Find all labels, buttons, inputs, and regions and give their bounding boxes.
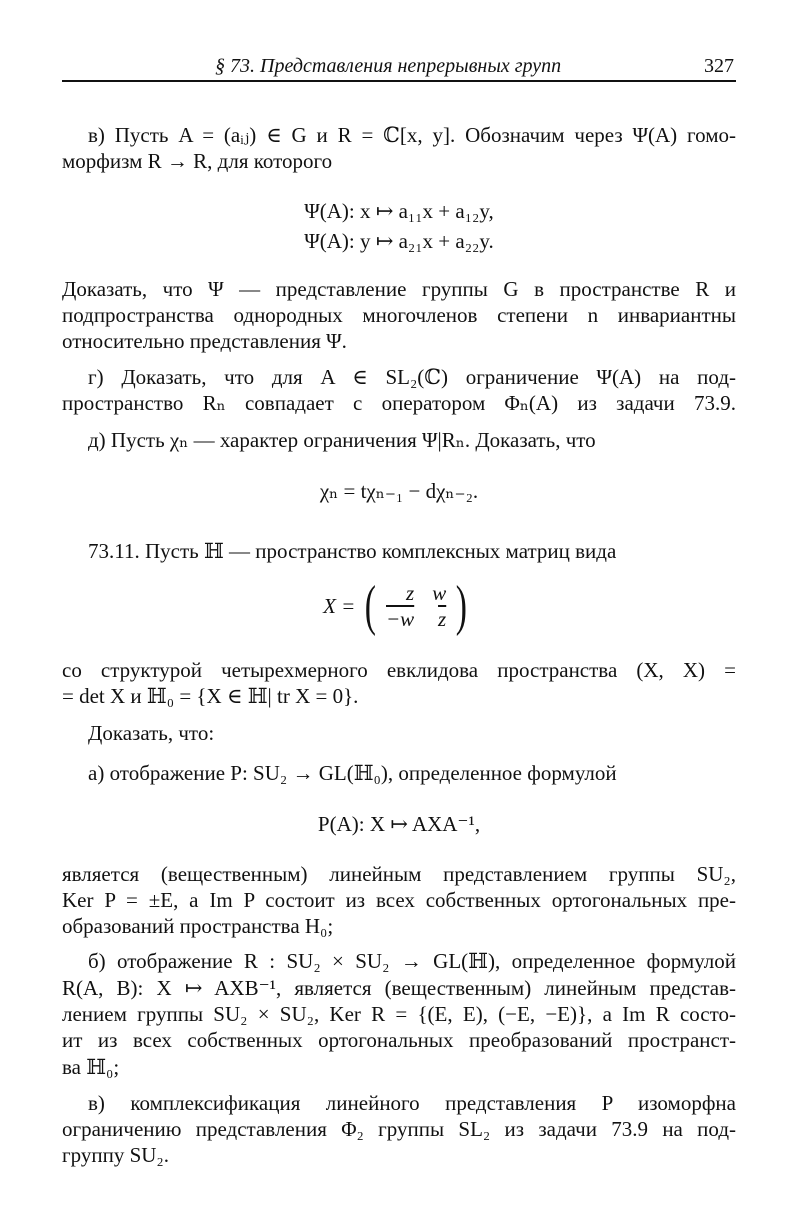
page-number: 327 <box>704 55 734 77</box>
text-line: Ker P = ±E, а Im P состоит из всех собственных ортогональных пре- <box>62 888 736 912</box>
text-line: P(A): X ↦ AXA⁻¹, <box>317 812 481 836</box>
matrix-cell: −w <box>386 607 415 631</box>
text-line: г) Доказать, что для A ∈ SL₂(ℂ) ограничение Ψ(A) на под- <box>88 365 736 389</box>
running-header-title: § 73. Представления непрерывных групп <box>215 55 562 77</box>
matrix-lhs: X = <box>323 593 356 618</box>
text-line: относительно представления Ψ. <box>62 329 347 353</box>
text-line: пространство Rₙ совпадает с оператором Φₙ(A) из задачи 73.9. <box>62 391 736 415</box>
header-rule <box>62 80 736 82</box>
text-line: группу SU₂. <box>62 1143 169 1167</box>
matrix-cell: z <box>406 581 415 605</box>
text-line: подпространства однородных многочленов степени n инвариантны <box>62 303 736 327</box>
text-line: лением группы SU₂ × SU₂, Ker R = {(E, E), (−E, −E)}, а Im R состо- <box>62 1002 736 1026</box>
text-line: Ψ(A): x ↦ a₁₁x + a₁₂y, <box>304 199 494 223</box>
text-line: R(A, B): X ↦ AXB⁻¹, является (вещественным) линейным представ- <box>62 976 736 1000</box>
text-line: в) комплексификация линейного представления P изоморфна <box>88 1091 736 1115</box>
matrix-cell: w <box>432 581 447 605</box>
text-line: = det X и ℍ₀ = {X ∈ ℍ| tr X = 0}. <box>62 684 359 708</box>
text-line: а) отображение P: SU₂ → GL(ℍ₀), определенное формулой <box>88 761 617 785</box>
left-paren: ( <box>365 575 377 637</box>
text-line: 73.11. Пусть ℍ — пространство комплексных матриц вида <box>88 539 617 563</box>
text-line: Доказать, что: <box>88 721 215 745</box>
text-line: Ψ(A): y ↦ a₂₁x + a₂₂y. <box>304 229 494 253</box>
text-line: со структурой четырехмерного евклидова пространства (X, X) = <box>62 658 736 682</box>
right-paren: ) <box>455 575 468 637</box>
text-line: Доказать, что Ψ — представление группы G в пространстве R и <box>62 277 736 301</box>
matrix-equation <box>0 575 794 637</box>
text-line: морфизм R → R, для которого <box>62 149 333 173</box>
matrix-grid <box>386 580 446 632</box>
text-line: ограничению представления Φ₂ группы SL₂ из задачи 73.9 на под- <box>62 1117 736 1141</box>
text-line: в) Пусть A = (aᵢⱼ) ∈ G и R = ℂ[x, y]. Обозначим через Ψ(A) гомо- <box>88 123 736 147</box>
text-line: образований пространства H₀; <box>62 914 334 938</box>
matrix-cell: $\overline{z}$ <box>438 607 447 631</box>
text-line: д) Пусть χₙ — характер ограничения Ψ|Rₙ. Доказать, что <box>88 428 596 452</box>
text-line: χₙ = tχₙ₋₁ − dχₙ₋₂. <box>319 479 479 503</box>
text-line: является (вещественным) линейным представлением группы SU₂, <box>62 862 736 886</box>
text-line: ит из всех собственных ортогональных преобразований пространст- <box>62 1028 736 1052</box>
text-line: ва ℍ₀; <box>62 1055 120 1079</box>
text-line: б) отображение R : SU₂ × SU₂ → GL(ℍ), определенное формулой <box>88 949 736 973</box>
